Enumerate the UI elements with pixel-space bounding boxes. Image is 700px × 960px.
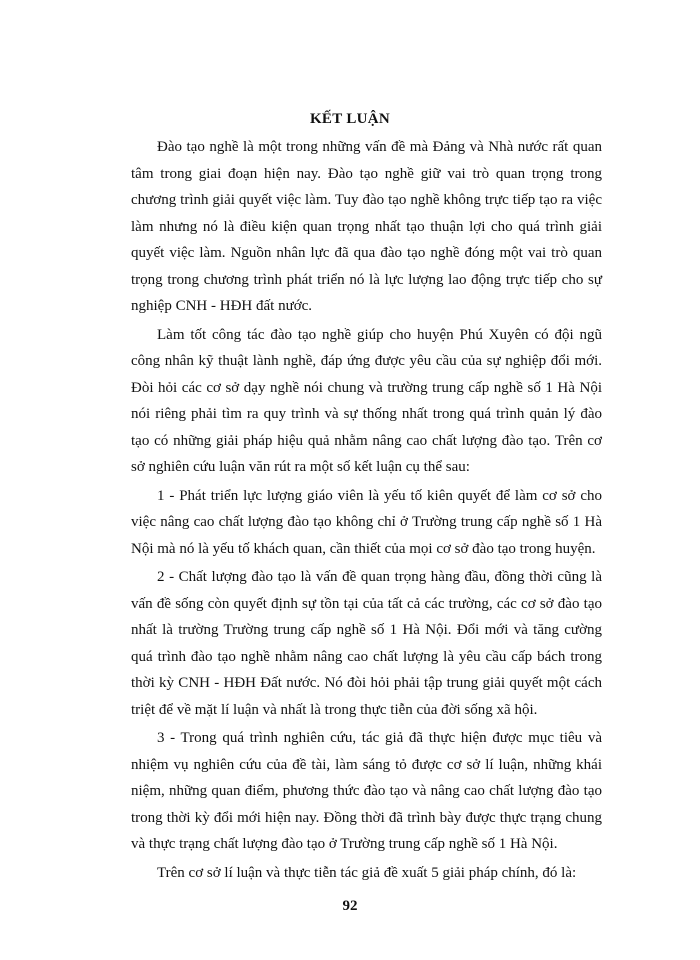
paragraph-conclusion-3: 3 - Trong quá trình nghiên cứu, tác giả đã thực hiện được mục tiêu và nhiệm vụ nghiên cứu của đề tài, làm sáng tỏ được cơ sở lí luận, những khái niệm, những quan điểm, phương thức đào tạo và nâng cao chất lượng đào tạo trong thời kỳ đổi mới hiện nay. Đồng thời đã trình bày được thực trạng chung và thực trạng chất lượng đào tạo ở Trường trung cấp nghề số 1 Hà Nội. xyxy=(131,730,602,852)
page-title: KẾT LUẬN xyxy=(309,111,391,127)
body-text xyxy=(131,134,602,886)
paragraph-conclusion-1: 1 - Phát triển lực lượng giáo viên là yếu tố kiên quyết để làm cơ sở cho việc nâng cao chất lượng đào tạo không chỉ ở Trường trung cấp nghề số 1 Hà Nội mà nó là yếu tố khách quan, cần thiết của mọi cơ sở đào tạo trong huyện. xyxy=(131,487,602,557)
page-number: 92 xyxy=(342,898,358,914)
paragraph-solutions-lead: Trên cơ sở lí luận và thực tiễn tác giả đề xuất 5 giải pháp chính, đó là: xyxy=(157,864,577,881)
paragraph-intro: Đào tạo nghề là một trong những vấn đề mà Đảng và Nhà nước rất quan tâm trong giai đoạn hiện nay. Đào tạo nghề giữ vai trò quan trọng trong chương trình giải quyết việc làm. Tuy đào tạo nghề không trực tiếp tạo ra việc làm nhưng nó là điều kiện quan trọng nhất tạo thuận lợi cho quá trình giải quyết việc làm. Nguồn nhân lực đã qua đào tạo nghề đóng một vai trò quan trọng trong chương trình phát triển nó là lực lượng lao động trực tiếp cho sự nghiệp CNH - HĐH đất nước. xyxy=(131,139,602,314)
paragraph-context: Làm tốt công tác đào tạo nghề giúp cho huyện Phú Xuyên có đội ngũ công nhân kỹ thuật lành nghề, đáp ứng được yêu cầu của sự nghiệp đổi mới. Đòi hỏi các cơ sở dạy nghề nói chung và trường trung cấp nghề số 1 Hà Nội nói riêng phải tìm ra quy trình và sự thống nhất trong quá trình quản lý đào tạo có những giải pháp hiệu quả nhằm nâng cao chất lượng đào tạo. Trên cơ sở nghiên cứu luận văn rút ra một số kết luận cụ thể sau: xyxy=(131,326,602,475)
paragraph-conclusion-2: 2 - Chất lượng đào tạo là vấn đề quan trọng hàng đầu, đồng thời cũng là vấn đề sống còn quyết định sự tồn tại của tất cả các trường, các cơ sở đào tạo nhất là trường Trường trung cấp nghề số 1 Hà Nội. Đổi mới và tăng cường quá trình đào tạo nghề nhằm nâng cao chất lượng là yêu cầu cấp bách trong thời kỳ CNH - HĐH Đất nước. Nó đòi hỏi phải tập trung giải quyết một cách triệt để về mặt lí luận và nhất là trong thực tiễn của đời sống xã hội. xyxy=(131,569,602,718)
